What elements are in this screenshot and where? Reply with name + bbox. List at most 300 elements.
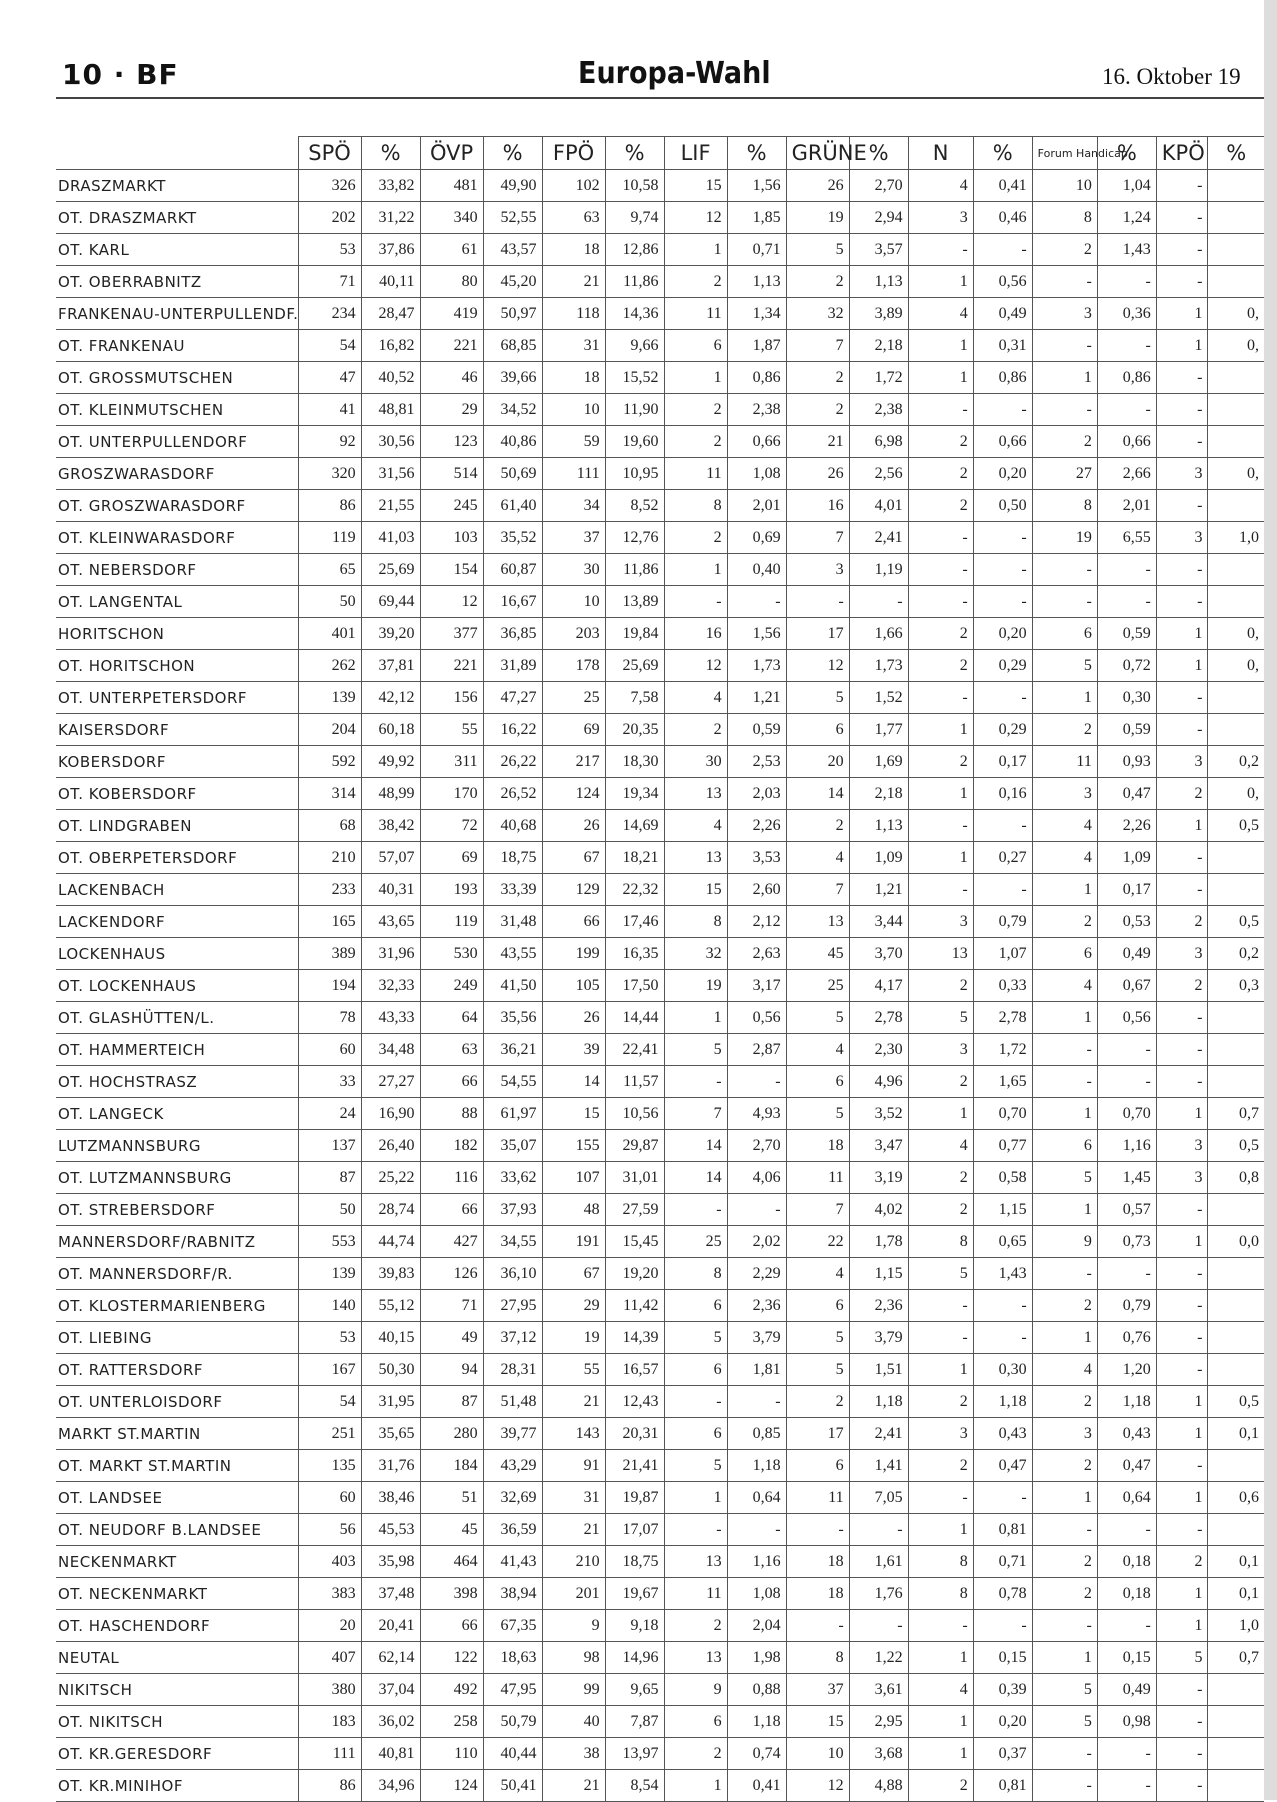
table-cell: 1,18: [1097, 1386, 1156, 1418]
table-cell: 3: [1156, 938, 1208, 970]
column-header: %: [973, 137, 1032, 170]
table-cell: 0,: [1208, 618, 1264, 650]
municipality-name: OT. LANGENTAL: [56, 586, 298, 618]
table-cell: 56: [298, 1514, 361, 1546]
table-cell: 72: [420, 810, 483, 842]
table-cell: 0,39: [973, 1674, 1032, 1706]
table-cell: 1: [1032, 1322, 1097, 1354]
table-cell: 1,98: [727, 1642, 786, 1674]
table-cell: 0,5: [1208, 810, 1264, 842]
table-cell: 21: [542, 1514, 605, 1546]
table-row: [56, 1098, 1264, 1130]
municipality-name: HORITSCHON: [56, 618, 298, 650]
table-cell: 22: [786, 1226, 849, 1258]
table-cell: 18: [542, 234, 605, 266]
table-cell: 18: [542, 362, 605, 394]
column-header: %: [849, 137, 908, 170]
table-row: [56, 1578, 1264, 1610]
table-cell: [1208, 1066, 1264, 1098]
table-cell: 1: [908, 778, 973, 810]
table-cell: 27: [1032, 458, 1097, 490]
table-cell: 1,18: [727, 1706, 786, 1738]
table-cell: 31,76: [361, 1450, 420, 1482]
table-cell: 14: [664, 1130, 727, 1162]
table-cell: [1208, 202, 1264, 234]
table-cell: 26,22: [483, 746, 542, 778]
table-cell: 6,55: [1097, 522, 1156, 554]
table-cell: 0,86: [1097, 362, 1156, 394]
table-cell: -: [973, 234, 1032, 266]
table-cell: 4: [1032, 810, 1097, 842]
table-row: [56, 298, 1264, 330]
table-cell: -: [973, 522, 1032, 554]
table-cell: 21: [542, 1386, 605, 1418]
table-cell: 1,72: [849, 362, 908, 394]
table-cell: 19: [664, 970, 727, 1002]
table-cell: 1: [664, 1770, 727, 1802]
table-cell: 2,36: [727, 1290, 786, 1322]
table-cell: 3,68: [849, 1738, 908, 1770]
municipality-name: MANNERSDORF/RABNITZ: [56, 1226, 298, 1258]
table-cell: 1,18: [849, 1386, 908, 1418]
table-cell: 10: [786, 1738, 849, 1770]
table-row: [56, 714, 1264, 746]
table-cell: 0,49: [973, 298, 1032, 330]
table-cell: 1,21: [849, 874, 908, 906]
table-cell: 10,58: [605, 170, 664, 202]
table-cell: 34,52: [483, 394, 542, 426]
table-cell: 26: [786, 170, 849, 202]
table-cell: 31,96: [361, 938, 420, 970]
table-row: [56, 746, 1264, 778]
table-cell: 0,18: [1097, 1578, 1156, 1610]
table-row: [56, 1258, 1264, 1290]
table-cell: 39,77: [483, 1418, 542, 1450]
table-cell: 11,86: [605, 554, 664, 586]
table-cell: 40,15: [361, 1322, 420, 1354]
table-row: [56, 1194, 1264, 1226]
table-cell: 202: [298, 202, 361, 234]
table-cell: 0,8: [1208, 1162, 1264, 1194]
table-cell: 40,86: [483, 426, 542, 458]
table-cell: 60,18: [361, 714, 420, 746]
table-cell: 9,66: [605, 330, 664, 362]
table-cell: 37,86: [361, 234, 420, 266]
table-cell: 2: [786, 394, 849, 426]
table-cell: 1: [1032, 874, 1097, 906]
table-cell: 50,97: [483, 298, 542, 330]
table-cell: 1: [908, 1514, 973, 1546]
table-cell: 30: [542, 554, 605, 586]
table-cell: 36,02: [361, 1706, 420, 1738]
municipality-name: OT. MARKT ST.MARTIN: [56, 1450, 298, 1482]
table-cell: 98: [542, 1642, 605, 1674]
table-cell: 3,52: [849, 1098, 908, 1130]
table-cell: 103: [420, 522, 483, 554]
table-row: [56, 1546, 1264, 1578]
table-cell: 0,40: [727, 554, 786, 586]
table-cell: 31,95: [361, 1386, 420, 1418]
table-cell: 11: [786, 1482, 849, 1514]
table-cell: 139: [298, 682, 361, 714]
table-cell: 0,2: [1208, 746, 1264, 778]
table-cell: 2,78: [973, 1002, 1032, 1034]
table-cell: -: [1032, 586, 1097, 618]
table-cell: -: [1156, 1450, 1208, 1482]
table-cell: 1: [1156, 298, 1208, 330]
table-cell: -: [1097, 586, 1156, 618]
table-cell: 377: [420, 618, 483, 650]
table-cell: 0,67: [1097, 970, 1156, 1002]
table-cell: 2,38: [849, 394, 908, 426]
table-row: [56, 266, 1264, 298]
table-cell: 29: [542, 1290, 605, 1322]
table-cell: 18: [786, 1578, 849, 1610]
table-cell: 0,81: [973, 1770, 1032, 1802]
table-row: [56, 1322, 1264, 1354]
table-cell: 36,10: [483, 1258, 542, 1290]
municipality-name: LACKENBACH: [56, 874, 298, 906]
table-cell: 2: [786, 362, 849, 394]
table-cell: [1208, 1258, 1264, 1290]
column-header: Forum Handicap: [1032, 137, 1097, 170]
table-cell: 48: [542, 1194, 605, 1226]
table-cell: 167: [298, 1354, 361, 1386]
table-cell: 2: [1032, 1546, 1097, 1578]
table-cell: 99: [542, 1674, 605, 1706]
table-cell: 1,61: [849, 1546, 908, 1578]
table-cell: -: [1156, 554, 1208, 586]
table-cell: 10: [542, 394, 605, 426]
municipality-name: KOBERSDORF: [56, 746, 298, 778]
table-cell: 17,50: [605, 970, 664, 1002]
table-cell: 1,04: [1097, 170, 1156, 202]
table-cell: -: [973, 394, 1032, 426]
table-cell: 11,90: [605, 394, 664, 426]
table-cell: 0,18: [1097, 1546, 1156, 1578]
table-cell: [1208, 1450, 1264, 1482]
municipality-name: NECKENMARKT: [56, 1546, 298, 1578]
table-cell: 20: [786, 746, 849, 778]
table-cell: -: [973, 1610, 1032, 1642]
table-cell: 2: [908, 1450, 973, 1482]
table-row: [56, 1642, 1264, 1674]
table-cell: 6: [664, 330, 727, 362]
table-cell: 49: [420, 1322, 483, 1354]
table-cell: 3: [1032, 1418, 1097, 1450]
table-cell: -: [1156, 1738, 1208, 1770]
table-cell: 154: [420, 554, 483, 586]
table-row: [56, 490, 1264, 522]
table-cell: 28,47: [361, 298, 420, 330]
table-cell: 110: [420, 1738, 483, 1770]
table-row: [56, 1418, 1264, 1450]
table-cell: 118: [542, 298, 605, 330]
table-cell: -: [664, 1194, 727, 1226]
table-cell: 0,56: [727, 1002, 786, 1034]
table-cell: 492: [420, 1674, 483, 1706]
table-cell: 32: [664, 938, 727, 970]
table-cell: 1,16: [727, 1546, 786, 1578]
table-cell: [1208, 1322, 1264, 1354]
table-cell: 19: [542, 1322, 605, 1354]
table-cell: 87: [298, 1162, 361, 1194]
table-cell: -: [1156, 1770, 1208, 1802]
table-cell: 2,70: [849, 170, 908, 202]
table-cell: 19,34: [605, 778, 664, 810]
table-cell: 1: [1156, 650, 1208, 682]
table-cell: 0,1: [1208, 1546, 1264, 1578]
table-cell: 66: [420, 1066, 483, 1098]
table-cell: 13: [908, 938, 973, 970]
table-cell: 193: [420, 874, 483, 906]
table-cell: 37,93: [483, 1194, 542, 1226]
table-cell: -: [1097, 330, 1156, 362]
table-cell: -: [1032, 1034, 1097, 1066]
table-row: [56, 170, 1264, 202]
table-cell: 8: [664, 490, 727, 522]
table-cell: 0,17: [973, 746, 1032, 778]
table-cell: [1208, 362, 1264, 394]
table-cell: 4: [1032, 970, 1097, 1002]
table-cell: 50,30: [361, 1354, 420, 1386]
table-cell: 1: [664, 234, 727, 266]
table-cell: 3: [908, 202, 973, 234]
table-row: [56, 1738, 1264, 1770]
municipality-name: OT. MANNERSDORF/R.: [56, 1258, 298, 1290]
table-cell: [1208, 682, 1264, 714]
table-cell: 37: [786, 1674, 849, 1706]
table-row: [56, 458, 1264, 490]
table-cell: 2: [664, 714, 727, 746]
table-cell: 314: [298, 778, 361, 810]
table-row: [56, 1610, 1264, 1642]
table-cell: 55,12: [361, 1290, 420, 1322]
table-cell: 1: [908, 1706, 973, 1738]
table-cell: -: [1156, 234, 1208, 266]
table-cell: 0,1: [1208, 1578, 1264, 1610]
corner-cell: [56, 137, 298, 170]
table-cell: 2: [908, 618, 973, 650]
header-rule: [56, 97, 1277, 99]
table-cell: 43,29: [483, 1450, 542, 1482]
table-cell: 19,20: [605, 1258, 664, 1290]
table-cell: 16,35: [605, 938, 664, 970]
table-cell: 0,20: [973, 1706, 1032, 1738]
table-cell: 13: [664, 1642, 727, 1674]
table-cell: 280: [420, 1418, 483, 1450]
table-cell: 1: [664, 1482, 727, 1514]
table-cell: 13: [664, 842, 727, 874]
table-cell: 34,48: [361, 1034, 420, 1066]
table-cell: 124: [542, 778, 605, 810]
table-cell: -: [908, 874, 973, 906]
table-cell: 63: [542, 202, 605, 234]
table-cell: -: [908, 586, 973, 618]
table-cell: -: [1156, 170, 1208, 202]
table-cell: 21: [542, 1770, 605, 1802]
table-cell: 86: [298, 1770, 361, 1802]
table-cell: -: [1097, 1610, 1156, 1642]
table-row: [56, 874, 1264, 906]
table-cell: 15: [786, 1706, 849, 1738]
table-cell: 1,51: [849, 1354, 908, 1386]
table-cell: 41,43: [483, 1546, 542, 1578]
table-cell: 21,41: [605, 1450, 664, 1482]
table-cell: 0,71: [727, 234, 786, 266]
table-cell: 398: [420, 1578, 483, 1610]
table-row: [56, 1066, 1264, 1098]
table-cell: 25,69: [605, 650, 664, 682]
table-cell: 1: [1156, 1418, 1208, 1450]
table-cell: 2,12: [727, 906, 786, 938]
table-cell: -: [664, 1066, 727, 1098]
table-cell: 8,54: [605, 1770, 664, 1802]
table-cell: -: [1156, 362, 1208, 394]
table-cell: 1,09: [1097, 842, 1156, 874]
table-cell: 40,68: [483, 810, 542, 842]
table-cell: 3,70: [849, 938, 908, 970]
table-cell: 0,65: [973, 1226, 1032, 1258]
table-cell: -: [1097, 1258, 1156, 1290]
table-cell: 50: [298, 586, 361, 618]
table-cell: 21,55: [361, 490, 420, 522]
table-cell: 0,86: [727, 362, 786, 394]
table-cell: 407: [298, 1642, 361, 1674]
table-cell: 26: [542, 810, 605, 842]
table-cell: 31,22: [361, 202, 420, 234]
table-cell: [1208, 1290, 1264, 1322]
table-row: [56, 522, 1264, 554]
column-header: %: [1097, 137, 1156, 170]
table-cell: 6: [664, 1354, 727, 1386]
table-cell: 2: [1032, 906, 1097, 938]
table-cell: 7: [786, 522, 849, 554]
table-cell: 2: [1156, 778, 1208, 810]
table-row: [56, 1226, 1264, 1258]
table-cell: 43,57: [483, 234, 542, 266]
table-cell: 4: [786, 1258, 849, 1290]
table-cell: 0,5: [1208, 906, 1264, 938]
table-cell: 0,72: [1097, 650, 1156, 682]
table-cell: 36,85: [483, 618, 542, 650]
table-cell: -: [908, 522, 973, 554]
table-cell: 1: [1156, 1226, 1208, 1258]
table-cell: 13,89: [605, 586, 664, 618]
table-cell: 0,98: [1097, 1706, 1156, 1738]
table-cell: 9: [664, 1674, 727, 1706]
table-cell: 30: [664, 746, 727, 778]
table-cell: 14: [664, 1162, 727, 1194]
table-cell: 8: [908, 1226, 973, 1258]
table-cell: 64: [420, 1002, 483, 1034]
table-row: [56, 1034, 1264, 1066]
table-cell: 20: [298, 1610, 361, 1642]
table-cell: 194: [298, 970, 361, 1002]
table-cell: 170: [420, 778, 483, 810]
table-cell: 143: [542, 1418, 605, 1450]
table-cell: 2: [908, 490, 973, 522]
table-cell: 3: [1156, 458, 1208, 490]
table-cell: 1,85: [727, 202, 786, 234]
table-cell: 0,49: [1097, 1674, 1156, 1706]
table-cell: 129: [542, 874, 605, 906]
table-cell: 37: [542, 522, 605, 554]
table-cell: 68,85: [483, 330, 542, 362]
table-cell: 16,67: [483, 586, 542, 618]
table-cell: 17,07: [605, 1514, 664, 1546]
table-cell: 2,26: [727, 810, 786, 842]
municipality-name: OT. HOCHSTRASZ: [56, 1066, 298, 1098]
column-header: SPÖ: [298, 137, 361, 170]
table-cell: 38,42: [361, 810, 420, 842]
table-cell: 18,30: [605, 746, 664, 778]
table-cell: 0,27: [973, 842, 1032, 874]
table-cell: 32: [786, 298, 849, 330]
table-cell: 0,5: [1208, 1386, 1264, 1418]
table-cell: 2,01: [727, 490, 786, 522]
table-cell: 39,83: [361, 1258, 420, 1290]
table-cell: 7: [786, 874, 849, 906]
table-cell: 2,56: [849, 458, 908, 490]
table-row: [56, 554, 1264, 586]
table-cell: 6: [664, 1706, 727, 1738]
column-header: KPÖ: [1156, 137, 1208, 170]
table-cell: 61: [420, 234, 483, 266]
table-cell: -: [1156, 1258, 1208, 1290]
table-cell: 88: [420, 1098, 483, 1130]
table-cell: 0,7: [1208, 1642, 1264, 1674]
table-cell: 9: [1032, 1226, 1097, 1258]
table-cell: 2: [1032, 1450, 1097, 1482]
table-row: [56, 810, 1264, 842]
table-cell: 4: [908, 170, 973, 202]
table-cell: 1,07: [973, 938, 1032, 970]
table-cell: -: [1156, 1514, 1208, 1546]
table-cell: 111: [542, 458, 605, 490]
table-cell: -: [1032, 1066, 1097, 1098]
table-cell: 178: [542, 650, 605, 682]
table-cell: 5: [786, 1322, 849, 1354]
table-cell: 2: [786, 810, 849, 842]
table-cell: 0,66: [973, 426, 1032, 458]
table-cell: 18,75: [605, 1546, 664, 1578]
table-cell: 1,18: [973, 1386, 1032, 1418]
table-row: [56, 650, 1264, 682]
table-cell: -: [908, 1290, 973, 1322]
table-cell: 320: [298, 458, 361, 490]
table-cell: 2,02: [727, 1226, 786, 1258]
table-cell: 1,87: [727, 330, 786, 362]
table-cell: 203: [542, 618, 605, 650]
table-cell: 5: [786, 234, 849, 266]
table-cell: 1: [1156, 618, 1208, 650]
table-cell: 1,34: [727, 298, 786, 330]
table-cell: 6: [1032, 618, 1097, 650]
table-cell: 0,78: [973, 1578, 1032, 1610]
table-cell: 45: [420, 1514, 483, 1546]
table-cell: 48,81: [361, 394, 420, 426]
table-cell: 8: [1032, 202, 1097, 234]
table-cell: 0,77: [973, 1130, 1032, 1162]
table-cell: 1,20: [1097, 1354, 1156, 1386]
table-row: [56, 938, 1264, 970]
table-cell: -: [908, 1322, 973, 1354]
table-cell: 14,44: [605, 1002, 664, 1034]
municipality-name: OT. LINDGRABEN: [56, 810, 298, 842]
table-cell: -: [664, 1386, 727, 1418]
municipality-name: OT. OBERPETERSDORF: [56, 842, 298, 874]
